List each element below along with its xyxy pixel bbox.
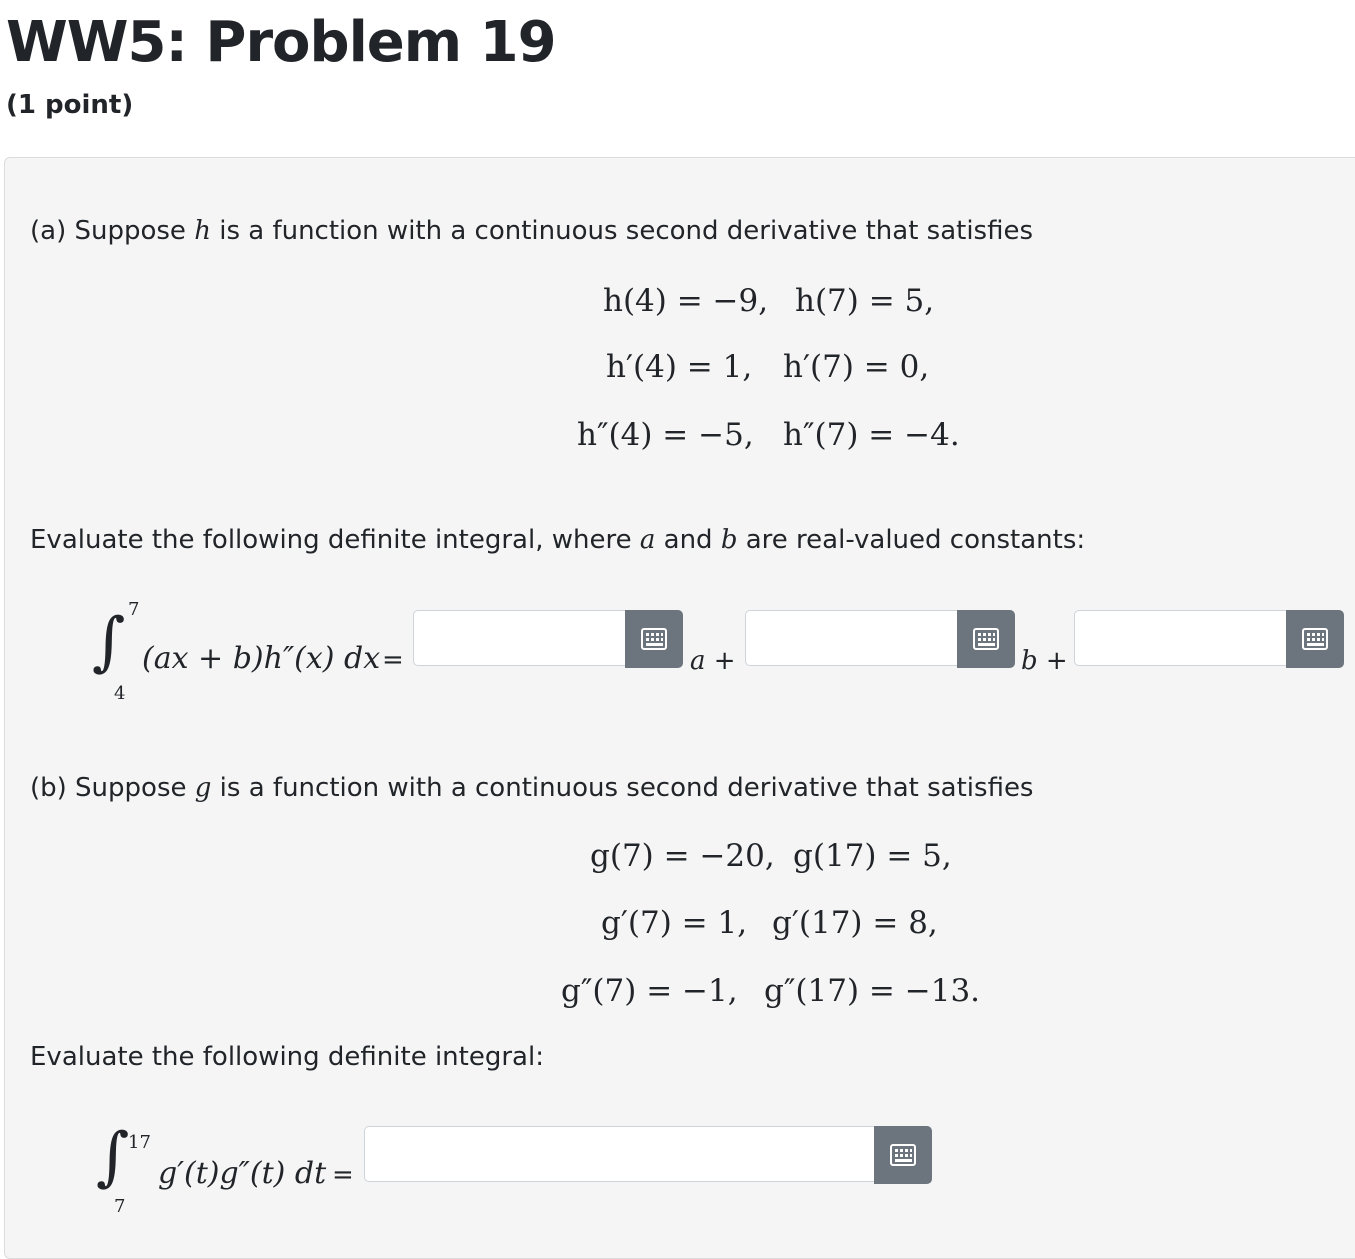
math-keyboard-icon — [641, 628, 667, 650]
part-b-intro: (b) Suppose g is a function with a continuous second derivative that satisfies — [30, 773, 1034, 803]
part-a-cond-3-right: h″(7) = −4. — [783, 417, 960, 453]
upper-limit: 17 — [128, 1132, 151, 1153]
math-keyboard-button-4[interactable] — [874, 1126, 932, 1184]
coef-b-label: b + — [1021, 646, 1068, 676]
part-b-cond-1-right: g(17) = 5, — [793, 838, 952, 874]
part-a-cond-2-left: h′(4) = 1, — [606, 349, 753, 385]
answer-b-input[interactable] — [746, 611, 952, 665]
part-a-cond-3-left: h″(4) = −5, — [577, 417, 754, 453]
math-keyboard-icon — [1302, 628, 1328, 650]
part-a-cond-1-left: h(4) = −9, — [603, 283, 769, 319]
part-b-cond-1-left: g(7) = −20, — [590, 838, 775, 874]
points-label: (1 point) — [6, 90, 134, 120]
math-keyboard-icon — [890, 1144, 916, 1166]
lower-limit: 4 — [114, 683, 126, 704]
part-a-cond-1-right: h(7) = 5, — [795, 283, 935, 319]
part-a-cond-2-right: h′(7) = 0, — [783, 349, 930, 385]
math-keyboard-icon — [973, 628, 999, 650]
page-title: WW5: Problem 19 — [6, 10, 556, 75]
integrand: (ax + b)h″(x) dx — [142, 641, 381, 676]
lower-limit: 7 — [114, 1196, 126, 1217]
integrand: g′(t)g″(t) dt — [158, 1156, 327, 1191]
answer-a-coefficient — [413, 610, 683, 666]
math-keyboard-button-2[interactable] — [957, 610, 1015, 668]
part-b-cond-2-left: g′(7) = 1, — [601, 905, 748, 941]
answer-part-b-input[interactable] — [365, 1127, 869, 1181]
math-keyboard-button-3[interactable] — [1286, 610, 1344, 668]
upper-limit: 7 — [128, 599, 140, 620]
answer-constant — [1074, 610, 1344, 666]
part-b-cond-3-right: g″(17) = −13. — [764, 973, 981, 1009]
part-a-integral — [92, 599, 412, 715]
part-b-eval-text: Evaluate the following definite integral: — [30, 1042, 544, 1072]
answer-constant-input[interactable] — [1075, 611, 1281, 665]
math-keyboard-button-1[interactable] — [625, 610, 683, 668]
answer-b-coefficient — [745, 610, 1015, 666]
equals-sign: = — [382, 645, 404, 675]
equals-sign: = — [332, 1160, 354, 1190]
part-a-eval-text: Evaluate the following definite integral, where a and b are real-valued constants: — [30, 525, 1086, 555]
part-b-integral — [96, 1120, 364, 1230]
part-a-intro: (a) Suppose h is a function with a continuous second derivative that satisfies — [30, 216, 1034, 246]
part-b-cond-2-right: g′(17) = 8, — [772, 905, 938, 941]
integral-sign: ∫ — [92, 605, 126, 679]
answer-part-b — [364, 1126, 932, 1182]
part-b-cond-3-left: g″(7) = −1, — [561, 973, 738, 1009]
coef-a-label: a + — [690, 646, 736, 676]
answer-a-input[interactable] — [414, 611, 620, 665]
integral-sign: ∫ — [96, 1120, 130, 1194]
